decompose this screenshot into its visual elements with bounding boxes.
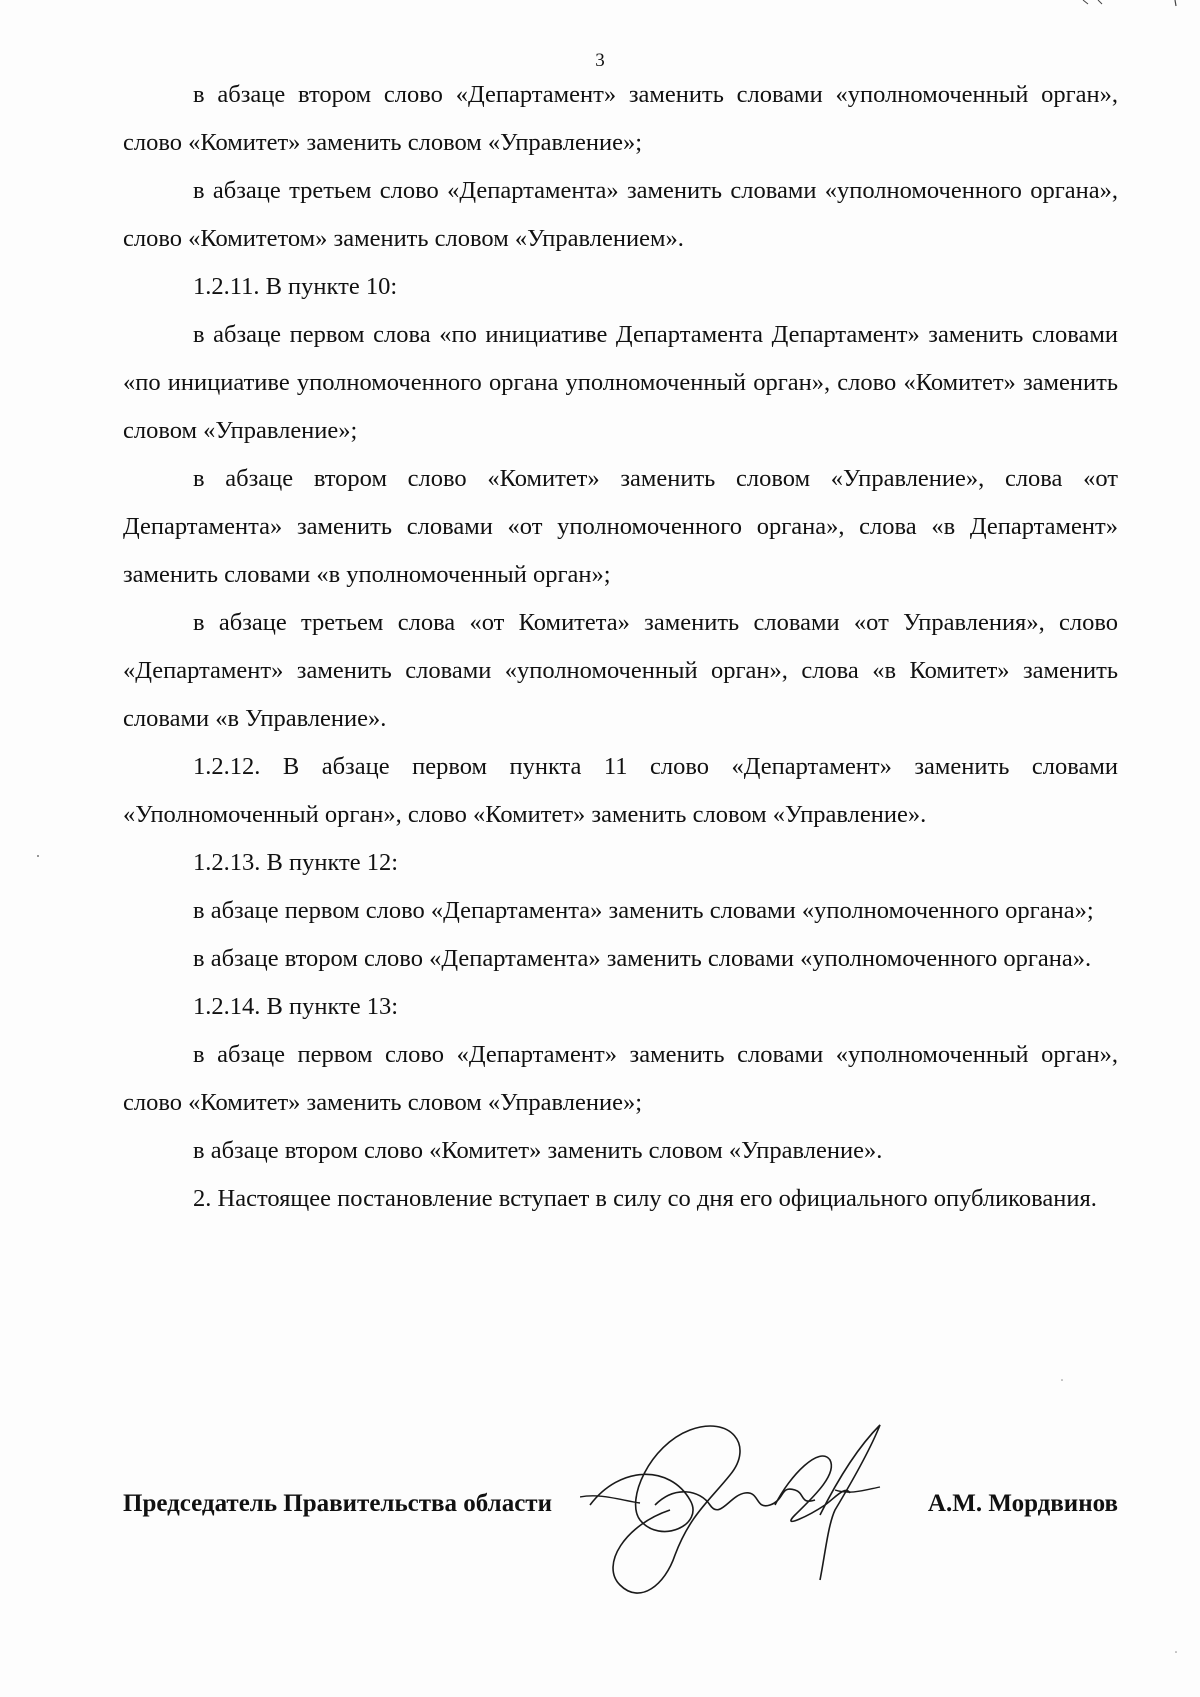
paragraph: в абзаце третьем слово «Департамента» заменить словами «уполномоченного органа», слово «Комитетом» заменить словом «Управлением». [123, 177, 1118, 252]
paragraph: 2. Настоящее постановление вступает в силу со дня его официального опубликования. [193, 1185, 1097, 1212]
signatory-title: Председатель Правительства области [123, 1490, 552, 1517]
signatory-name: А.М. Мордвинов [927, 1490, 1118, 1517]
paragraph: в абзаце втором слово «Департамент» заменить словами «уполномоченный орган», слово «Комитет» заменить словом «Управление»; [123, 81, 1118, 156]
document-body [123, 71, 1118, 1223]
paragraph: в абзаце втором слово «Комитет» заменить словом «Управление». [193, 1137, 883, 1164]
paragraph: в абзаце первом слова «по инициативе Департамента Департамент» заменить словами «по инициативе уполномоченного органа уполномоченный орган», слово «Комитет» заменить словом «Управление»; [123, 321, 1118, 444]
paragraph: 1.2.12. В абзаце первом пункта 11 слово «Департамент» заменить словами «Уполномоченный орган», слово «Комитет» заменить словом «Управление». [123, 753, 1118, 828]
paragraph: в абзаце первом слово «Департамента» заменить словами «уполномоченного органа»; [193, 897, 1094, 924]
signature-block [123, 1490, 1118, 1550]
paragraph: 1.2.13. В пункте 12: [193, 849, 399, 876]
page-number: 3 [595, 50, 605, 71]
paragraph: в абзаце первом слово «Департамент» заменить словами «уполномоченный орган», слово «Комитет» заменить словом «Управление»; [123, 1041, 1118, 1116]
paragraph: 1.2.14. В пункте 13: [193, 993, 399, 1020]
paragraph: 1.2.11. В пункте 10: [193, 273, 398, 300]
paragraph: в абзаце втором слово «Комитет» заменить словом «Управление», слова «от Департамента» заменить словами «от уполномоченного органа», слова «в Департамент» заменить словами «в уполномоченный орган»; [123, 465, 1118, 588]
paragraph: в абзаце втором слово «Департамента» заменить словами «уполномоченного органа». [193, 945, 1092, 972]
paragraph: в абзаце третьем слова «от Комитета» заменить словами «от Управления», слово «Департамент» заменить словами «уполномоченный орган», слова «в Комитет» заменить словами «в Управление». [123, 609, 1118, 732]
